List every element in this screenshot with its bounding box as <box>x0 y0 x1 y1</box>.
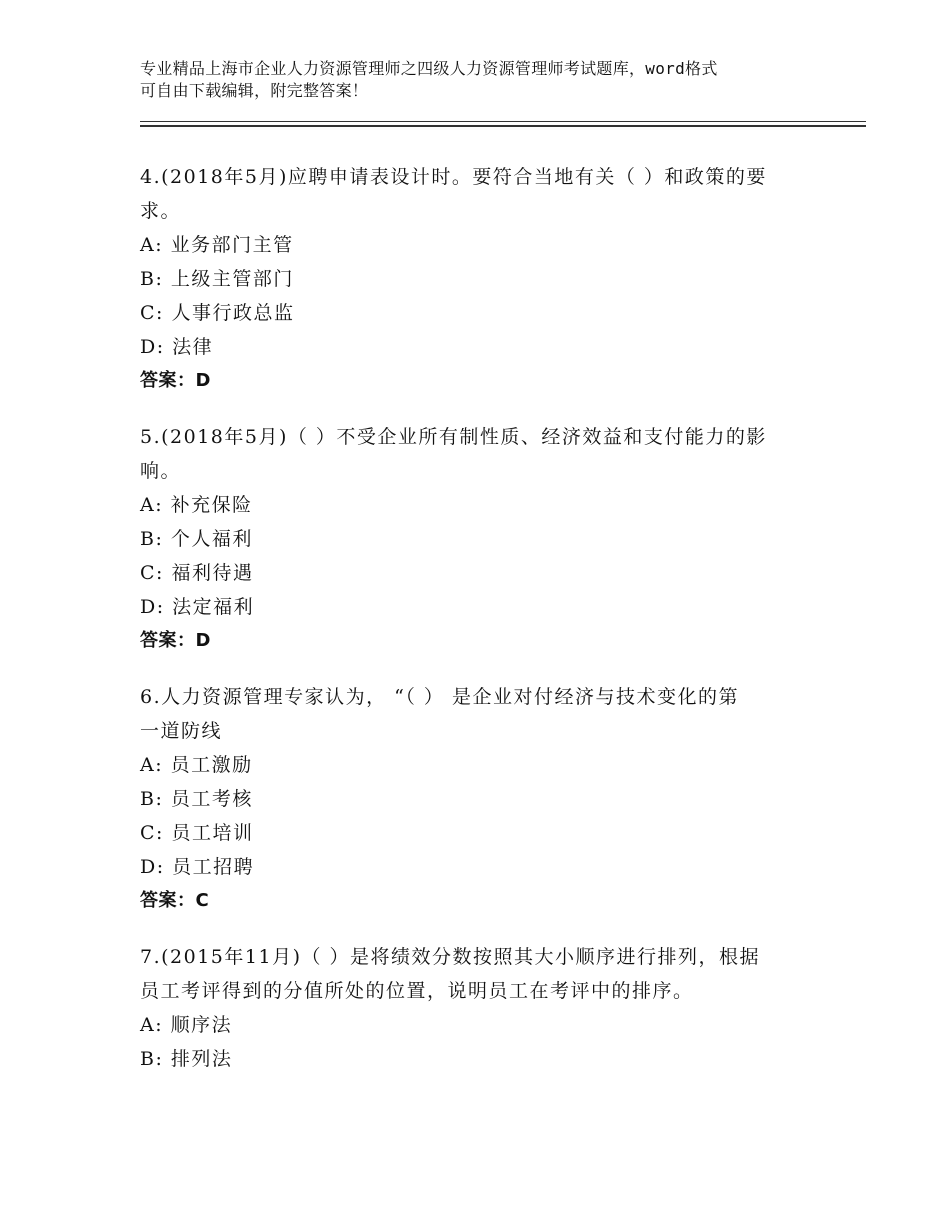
question-5 <box>140 420 820 658</box>
question-stem-line: 6.人力资源管理专家认为， “（ ） 是企业对付经济与技术变化的第 <box>140 686 739 708</box>
question-4 <box>140 160 820 398</box>
question-stem <box>140 940 820 1008</box>
header-title-line-2: 可自由下载编辑，附完整答案！ <box>140 81 369 100</box>
question-stem <box>140 680 820 748</box>
option-d: D: 员工招聘 <box>140 856 255 878</box>
question-7 <box>140 940 820 1076</box>
question-stem <box>140 420 820 488</box>
option-a: A: 顺序法 <box>140 1014 233 1036</box>
header-divider-thin <box>140 121 866 122</box>
question-stem-line: 员工考评得到的分值所处的位置，说明员工在考评中的排序。 <box>140 980 694 1002</box>
question-stem-line: 求。 <box>140 200 182 222</box>
option-c: C: 福利待遇 <box>140 562 254 584</box>
question-stem-line: 5.(2018年5月)（ ）不受企业所有制性质、经济效益和支付能力的影 <box>140 426 767 448</box>
option-a: A: 业务部门主管 <box>140 234 294 256</box>
header-divider-thick <box>140 125 866 127</box>
option-a: A: 补充保险 <box>140 494 253 516</box>
option-a: A: 员工激励 <box>140 754 253 776</box>
question-list <box>140 160 820 1098</box>
option-c: C: 员工培训 <box>140 822 254 844</box>
option-b: B: 上级主管部门 <box>140 268 294 290</box>
answer-label: 答案：D <box>140 630 211 651</box>
question-stem-line: 4.(2018年5月)应聘申请表设计时。要符合当地有关（ ）和政策的要 <box>140 166 767 188</box>
answer-label: 答案：C <box>140 890 210 911</box>
question-stem-line: 一道防线 <box>140 720 223 742</box>
document-header <box>140 58 840 102</box>
question-stem-line: 响。 <box>140 460 182 482</box>
option-b: B: 员工考核 <box>140 788 253 810</box>
question-stem-line: 7.(2015年11月)（ ）是将绩效分数按照其大小顺序进行排列，根据 <box>140 946 761 968</box>
option-d: D: 法律 <box>140 336 214 358</box>
answer-label: 答案：D <box>140 370 211 391</box>
option-b: B: 排列法 <box>140 1048 233 1070</box>
question-6 <box>140 680 820 918</box>
option-b: B: 个人福利 <box>140 528 253 550</box>
option-d: D: 法定福利 <box>140 596 255 618</box>
question-stem <box>140 160 820 228</box>
option-c: C: 人事行政总监 <box>140 302 295 324</box>
header-title-line-1: 专业精品上海市企业人力资源管理师之四级人力资源管理师考试题库，word格式 <box>140 59 718 78</box>
